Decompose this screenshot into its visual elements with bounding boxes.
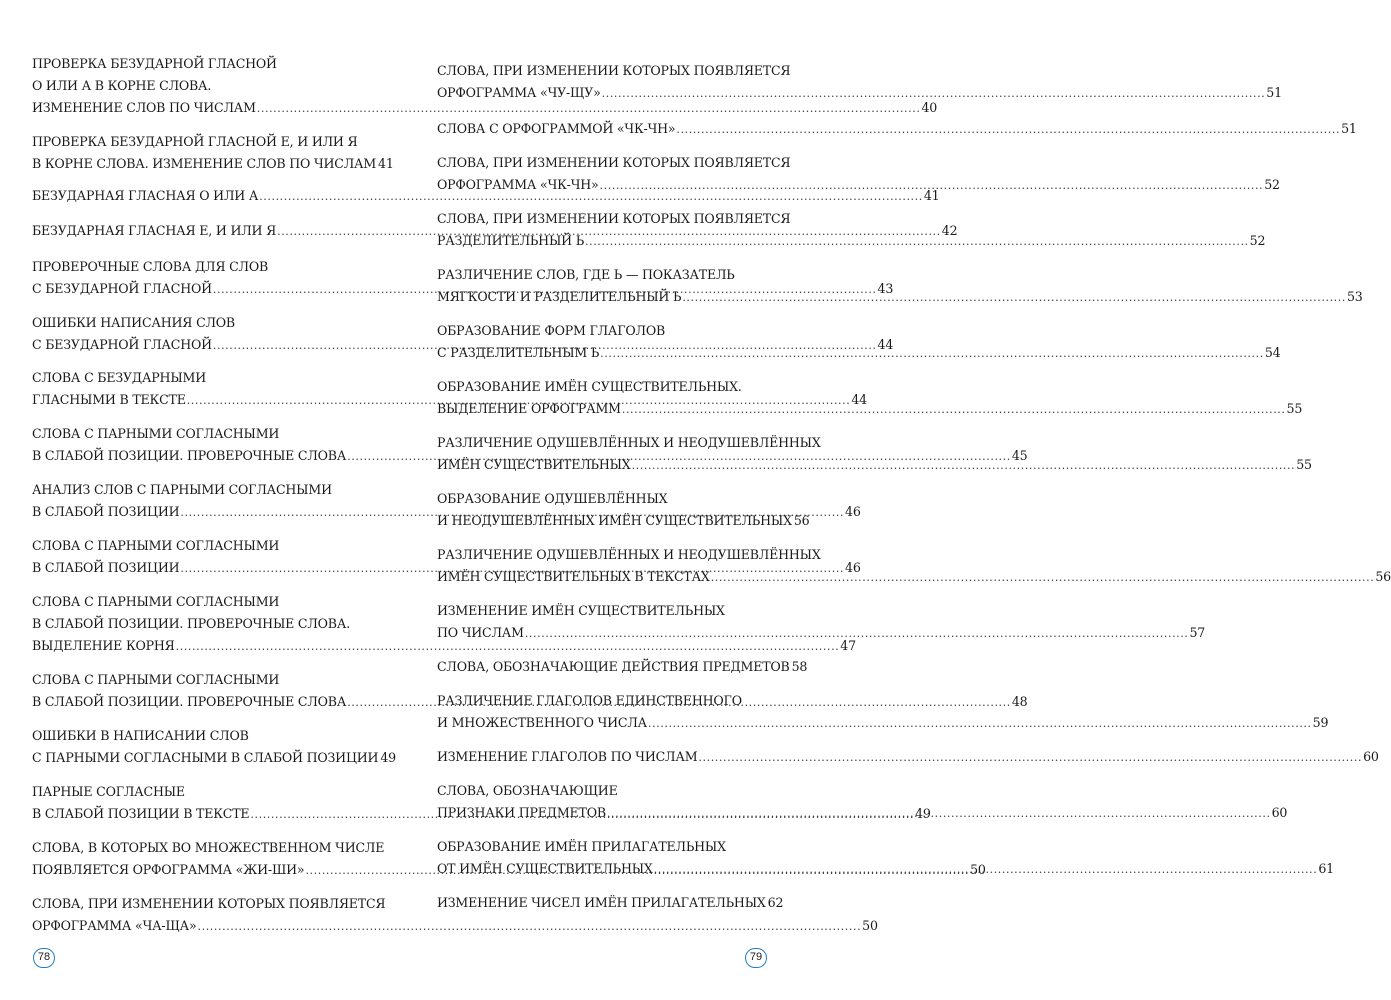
toc-entry-line: СЛОВА С ПАРНЫМИ СОГЛАСНЫМИ: [32, 594, 280, 609]
dot-leader: [711, 567, 1375, 589]
toc-entry-line: МЯГКОСТИ И РАЗДЕЛИТЕЛЬНЫЙ Ь: [437, 289, 682, 304]
dot-leader: [698, 747, 1362, 769]
toc-entry-page: 50: [862, 918, 878, 933]
dot-leader: [648, 713, 1312, 735]
toc-entry-line: СЛОВА, В КОТОРЫХ ВО МНОЖЕСТВЕННОМ ЧИСЛЕ: [32, 840, 385, 855]
toc-entry-last-line: [437, 892, 784, 915]
toc-entry-line: С БЕЗУДАРНОЙ ГЛАСНОЙ: [32, 337, 212, 352]
toc-entry-last-line: [32, 153, 394, 176]
toc-entry-line: ИЗМЕНЕНИЕ ГЛАГОЛОВ ПО ЧИСЛАМ: [437, 749, 698, 764]
toc-entry-line: ПРОВЕРКА БЕЗУДАРНОЙ ГЛАСНОЙ Е, И ИЛИ Я: [32, 134, 358, 149]
dot-leader: [602, 83, 1266, 105]
toc-entry-page: 51: [1266, 85, 1282, 100]
toc-entry-last-line: [437, 622, 1206, 645]
toc-entry-line: ИМЁН СУЩЕСТВИТЕЛЬНЫХ: [437, 457, 631, 472]
toc-entry-last-line: [437, 656, 808, 679]
toc-entry-line: В СЛАБОЙ ПОЗИЦИИ. ПРОВЕРОЧНЫЕ СЛОВА.: [32, 616, 350, 631]
toc-entry-line: ИМЁН СУЩЕСТВИТЕЛЬНЫХ В ТЕКСТАХ: [437, 569, 710, 584]
toc-entry-page: 42: [941, 223, 958, 238]
toc-entry-line: В СЛАБОЙ ПОЗИЦИИ: [32, 504, 180, 519]
toc-entry[interactable]: [437, 892, 784, 915]
toc-entry-line: ПРОВЕРОЧНЫЕ СЛОВА ДЛЯ СЛОВ: [32, 259, 269, 274]
toc-entry-page: 46: [845, 560, 861, 575]
toc-entry-line: В СЛАБОЙ ПОЗИЦИИ: [32, 560, 180, 575]
toc-entry-line: ОТ ИМЁН СУЩЕСТВИТЕЛЬНЫХ: [437, 861, 653, 876]
toc-entry-line: ОРФОГРАММА «ЧА-ЩА»: [32, 918, 197, 933]
toc-entry-line: И НЕОДУШЕВЛЁННЫХ ИМЁН СУЩЕСТВИТЕЛЬНЫХ: [437, 513, 792, 528]
toc-entry-line: В СЛАБОЙ ПОЗИЦИИ. ПРОВЕРОЧНЫЕ СЛОВА: [32, 694, 347, 709]
toc-entry-line: С ПАРНЫМИ СОГЛАСНЫМИ В СЛАБОЙ ПОЗИЦИИ: [32, 750, 379, 765]
toc-entry[interactable]: [437, 656, 808, 679]
toc-entry-line: ПОЯВЛЯЕТСЯ ОРФОГРАММА «ЖИ-ШИ»: [32, 862, 305, 877]
toc-entry-line: ПАРНЫЕ СОГЛАСНЫЕ: [32, 784, 185, 799]
toc-entry-line: РАЗДЕЛИТЕЛЬНЫЙ Ь: [437, 233, 585, 248]
toc-entry-last-line: [437, 746, 1379, 769]
toc-entry-line: ОБРАЗОВАНИЕ ОДУШЕВЛЁННЫХ: [437, 491, 668, 506]
toc-entry-line: И МНОЖЕСТВЕННОГО ЧИСЛА: [437, 715, 647, 730]
toc-entry-last-line: [32, 915, 878, 938]
toc-entry-page: 40: [921, 100, 938, 115]
toc-entry-page: 54: [1264, 345, 1281, 360]
toc-entry-page: 61: [1318, 861, 1334, 876]
toc-entry-page: 51: [1341, 121, 1357, 136]
toc-entry-line: ИЗМЕНЕНИЕ ИМЁН СУЩЕСТВИТЕЛЬНЫХ: [437, 603, 725, 618]
toc-entry-line: ОБРАЗОВАНИЕ ИМЁН СУЩЕСТВИТЕЛЬНЫХ.: [437, 379, 742, 394]
toc-entry-page: 47: [840, 638, 856, 653]
toc-entry-page: 49: [915, 806, 931, 821]
toc-entry-line: СЛОВА, ПРИ ИЗМЕНЕНИИ КОТОРЫХ ПОЯВЛЯЕТСЯ: [437, 155, 791, 170]
dot-leader: [525, 623, 1189, 645]
dot-leader: [607, 803, 1271, 825]
toc-entry-line: РАЗЛИЧЕНИЕ ОДУШЕВЛЁННЫХ И НЕОДУШЕВЛЁННЫХ: [437, 435, 821, 450]
toc-entry-line: ВЫДЕЛЕНИЕ КОРНЯ: [32, 638, 175, 653]
toc-entry-last-line: [437, 510, 810, 533]
toc-entry-line: СЛОВА С ПАРНЫМИ СОГЛАСНЫМИ: [32, 426, 280, 441]
toc-entry[interactable]: [32, 725, 396, 770]
dot-leader: [632, 455, 1296, 477]
page-number-left: 78: [33, 948, 55, 968]
toc-entry-last-line: [32, 185, 940, 208]
toc-entry-page: 62: [767, 895, 784, 910]
toc-entry-line: ОРФОГРАММА «ЧУ-ЩУ»: [437, 85, 601, 100]
toc-entry-page: 43: [877, 281, 894, 296]
toc-entry-line: ГЛАСНЫМИ В ТЕКСТЕ: [32, 392, 186, 407]
dot-leader: [585, 231, 1249, 253]
toc-entry-page: 44: [851, 392, 867, 407]
toc-entry-line: СЛОВА, ПРИ ИЗМЕНЕНИИ КОТОРЫХ ПОЯВЛЯЕТСЯ: [437, 63, 791, 78]
toc-entry-line: ОШИБКИ НАПИСАНИЯ СЛОВ: [32, 315, 235, 330]
toc-entry-last-line: [437, 712, 1329, 735]
toc-entry-page: 59: [1312, 715, 1329, 730]
toc-entry-page: 55: [1286, 401, 1303, 416]
toc-entry-page: 52: [1264, 177, 1280, 192]
toc-entry-page: 45: [1011, 448, 1028, 463]
page-number-right: 79: [745, 948, 767, 968]
toc-entry-line: В КОРНЕ СЛОВА. ИЗМЕНЕНИЕ СЛОВ ПО ЧИСЛАМ: [32, 156, 377, 171]
toc-entry[interactable]: [32, 131, 394, 176]
toc-entry-page: 55: [1296, 457, 1312, 472]
toc-entry-line: В СЛАБОЙ ПОЗИЦИИ В ТЕКСТЕ: [32, 806, 250, 821]
toc-entry[interactable]: [437, 60, 1282, 105]
toc-entry-line: С РАЗДЕЛИТЕЛЬНЫМ Ь: [437, 345, 600, 360]
toc-entry-line: СЛОВА С ПАРНЫМИ СОГЛАСНЫМИ: [32, 672, 280, 687]
toc-entry-page: 60: [1271, 805, 1288, 820]
toc-entry-last-line: [32, 97, 938, 120]
toc-entry-last-line: [437, 118, 1357, 141]
toc-entry-line: СЛОВА С БЕЗУДАРНЫМИ: [32, 370, 207, 385]
toc-entry-line: С БЕЗУДАРНОЙ ГЛАСНОЙ: [32, 281, 212, 296]
toc-entry-line: ПРОВЕРКА БЕЗУДАРНОЙ ГЛАСНОЙ: [32, 56, 277, 71]
toc-entry-line: СЛОВА С ПАРНЫМИ СОГЛАСНЫМИ: [32, 538, 280, 553]
toc-entry-last-line: [32, 635, 856, 658]
toc-entry-line: СЛОВА, ПРИ ИЗМЕНЕНИИ КОТОРЫХ ПОЯВЛЯЕТСЯ: [437, 211, 791, 226]
toc-entry-line: СЛОВА, ОБОЗНАЧАЮЩИЕ ДЕЙСТВИЯ ПРЕДМЕТОВ: [437, 659, 790, 674]
toc-entry-line: ОРФОГРАММА «ЧК-ЧН»: [437, 177, 599, 192]
toc-entry-page: 53: [1346, 289, 1363, 304]
toc-entry-page: 41: [378, 156, 394, 171]
toc-entry-page: 48: [1011, 694, 1028, 709]
dot-leader: [654, 859, 1318, 881]
toc-entry-line: ИЗМЕНЕНИЕ ЧИСЕЛ ИМЁН ПРИЛАГАТЕЛЬНЫХ: [437, 895, 766, 910]
dot-leader: [600, 343, 1264, 365]
toc-entry-last-line: [32, 747, 396, 770]
toc-entry-line: БЕЗУДАРНАЯ ГЛАСНАЯ О ИЛИ А: [32, 188, 259, 203]
toc-entry-page: 41: [923, 188, 940, 203]
toc-entry-last-line: [437, 82, 1282, 105]
toc-entry-page: 56: [1375, 569, 1391, 584]
toc-entry-page: 52: [1249, 233, 1266, 248]
toc-entry-line: ПО ЧИСЛАМ: [437, 625, 524, 640]
toc-entry-page: 60: [1363, 749, 1379, 764]
toc-entry-line: ОБРАЗОВАНИЕ ИМЁН ПРИЛАГАТЕЛЬНЫХ: [437, 839, 726, 854]
dot-leader: [676, 119, 1340, 141]
toc-entry-line: СЛОВА С ОРФОГРАММОЙ «ЧК-ЧН»: [437, 121, 676, 136]
dot-leader: [600, 175, 1264, 197]
toc-entry-page: 49: [380, 750, 396, 765]
toc-entry-page: 50: [970, 862, 986, 877]
toc-entry-line: АНАЛИЗ СЛОВ С ПАРНЫМИ СОГЛАСНЫМИ: [32, 482, 332, 497]
dot-leader: [622, 399, 1286, 421]
dot-leader: [198, 916, 862, 938]
toc-entry[interactable]: [437, 118, 1357, 141]
toc-entry-line: СЛОВА, ПРИ ИЗМЕНЕНИИ КОТОРЫХ ПОЯВЛЯЕТСЯ: [32, 896, 386, 911]
toc-entry-line: СЛОВА, ОБОЗНАЧАЮЩИЕ: [437, 783, 618, 798]
toc-entry-line: РАЗЛИЧЕНИЕ СЛОВ, ГДЕ Ь — ПОКАЗАТЕЛЬ: [437, 267, 735, 282]
toc-entry-line: О ИЛИ А В КОРНЕ СЛОВА.: [32, 78, 212, 93]
toc-entry-page: 58: [791, 659, 808, 674]
toc-entry-line: ОШИБКИ В НАПИСАНИИ СЛОВ: [32, 728, 249, 743]
toc-entry[interactable]: [32, 185, 940, 208]
toc-entry-line: ИЗМЕНЕНИЕ СЛОВ ПО ЧИСЛАМ: [32, 100, 256, 115]
toc-entry-page: 44: [877, 337, 894, 352]
toc-entry-page: 57: [1189, 625, 1206, 640]
toc-entry-line: ВЫДЕЛЕНИЕ ОРФОГРАММ: [437, 401, 621, 416]
toc-entry[interactable]: [437, 600, 1206, 645]
toc-entry-line: БЕЗУДАРНАЯ ГЛАСНАЯ Е, И ИЛИ Я: [32, 223, 277, 238]
toc-entry[interactable]: [437, 746, 1379, 769]
toc-entry[interactable]: [437, 488, 810, 533]
toc-entry-line: РАЗЛИЧЕНИЕ ОДУШЕВЛЁННЫХ И НЕОДУШЕВЛЁННЫХ: [437, 547, 821, 562]
toc-entry-page: 46: [845, 504, 861, 519]
toc-entry-line: ОБРАЗОВАНИЕ ФОРМ ГЛАГОЛОВ: [437, 323, 666, 338]
dot-leader: [682, 287, 1346, 309]
toc-entry-line: ПРИЗНАКИ ПРЕДМЕТОВ: [437, 805, 606, 820]
toc-entry-line: В СЛАБОЙ ПОЗИЦИИ. ПРОВЕРОЧНЫЕ СЛОВА: [32, 448, 347, 463]
toc-entry-page: 56: [793, 513, 810, 528]
toc-entry-line: РАЗЛИЧЕНИЕ ГЛАГОЛОВ ЕДИНСТВЕННОГО: [437, 693, 742, 708]
